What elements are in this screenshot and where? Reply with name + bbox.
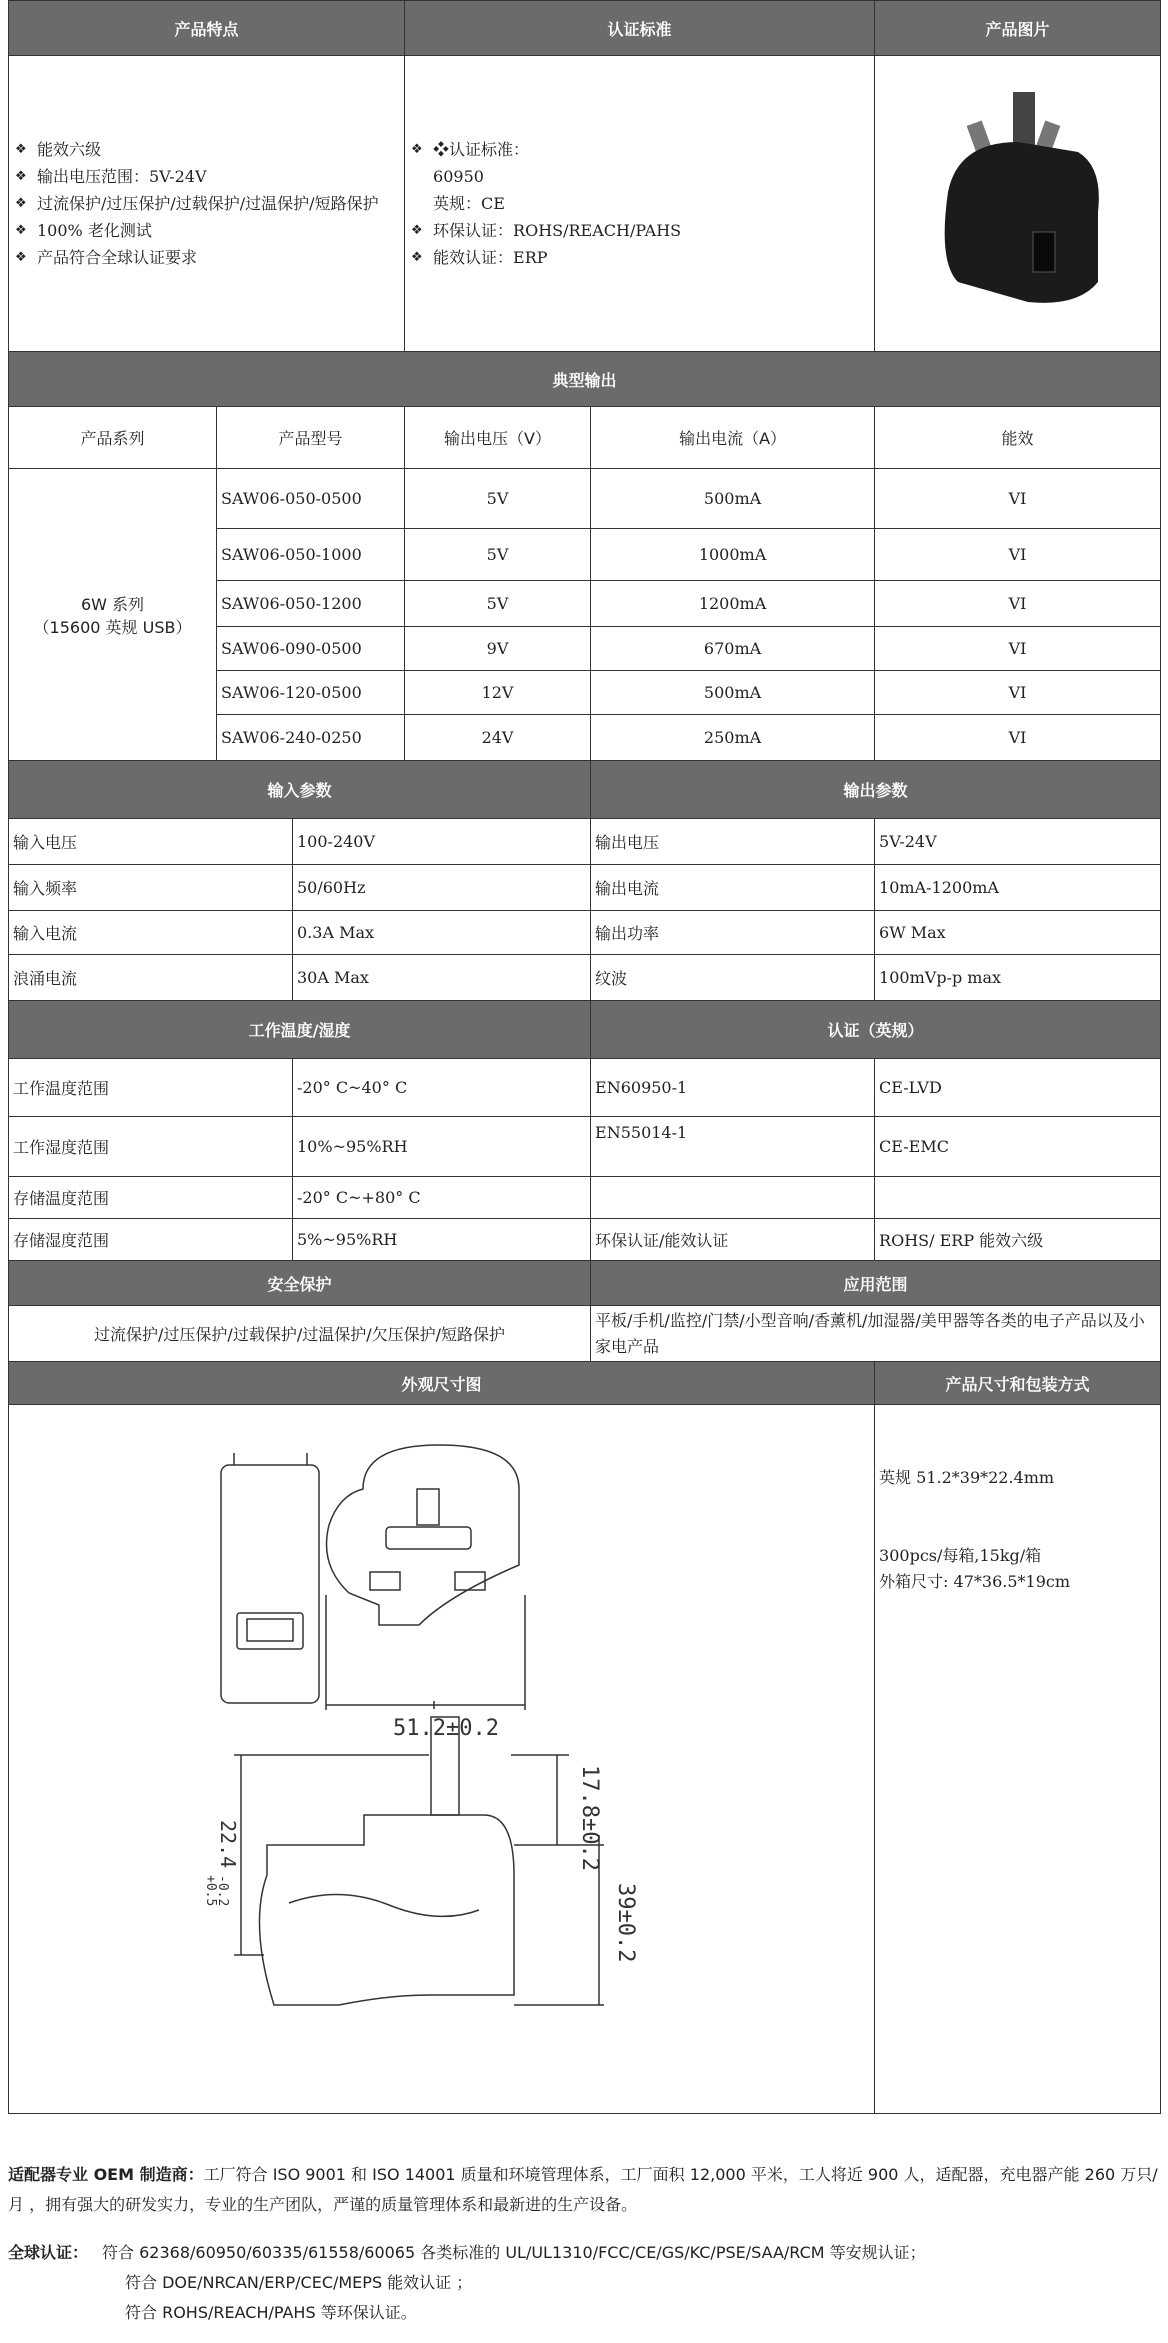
param-value: 10mA-1200mA: [875, 865, 1161, 911]
param-key: 浪涌电流: [9, 955, 293, 1001]
cert-std: 环保认证/能效认证: [591, 1219, 875, 1261]
features-list-cell: [9, 56, 405, 352]
front-view: [221, 1465, 319, 1703]
depth-tol-lower: -0.2: [215, 1875, 230, 1907]
model-cell: SAW06-050-0500: [217, 469, 405, 529]
param-value: 100mVp-p max: [875, 955, 1161, 1001]
cert-uk-title: 认证（英规）: [591, 1001, 1161, 1059]
efficiency-cell: VI: [875, 529, 1161, 581]
param-value: 100-240V: [293, 819, 591, 865]
output-params-title: 输出参数: [591, 761, 1161, 819]
cert-mark: [875, 1177, 1161, 1219]
env-key: 工作温度范围: [9, 1059, 293, 1117]
depth-tol-upper: +0.5: [203, 1875, 218, 1907]
col-efficiency: 能效: [875, 407, 1161, 469]
application-text: 平板/手机/监控/门禁/小型音响/香薰机/加湿器/美甲器等各类的电子产品以及小家电产品: [591, 1306, 1161, 1362]
typical-title: 典型输出: [9, 352, 1161, 407]
param-value: 50/60Hz: [293, 865, 591, 911]
oem-paragraph: [8, 2160, 1160, 2220]
pack-qty: 300pcs/每箱,15kg/箱: [879, 1546, 1042, 1565]
efficiency-cell: VI: [875, 581, 1161, 627]
col-voltage: 输出电压（V）: [405, 407, 591, 469]
current-cell: 500mA: [591, 469, 875, 529]
param-value: 5V-24V: [875, 819, 1161, 865]
efficiency-cell: VI: [875, 671, 1161, 715]
model-cell: SAW06-050-1000: [217, 529, 405, 581]
cert-item: ❖ 环保认证：ROHS/REACH/PAHS: [409, 217, 870, 244]
cert-text: 60950: [433, 167, 484, 186]
plug-label-slot: [386, 1527, 471, 1549]
feature-item: ❖ 输出电压范围：5V-24V: [13, 163, 400, 190]
cert-std: EN60950-1: [591, 1059, 875, 1117]
voltage-cell: 9V: [405, 627, 591, 671]
input-params-title: 输入参数: [9, 761, 591, 819]
adapter-pin: [1013, 92, 1035, 147]
feature-item: ❖ 产品符合全球认证要求: [13, 244, 400, 271]
spec-sheet: [8, 0, 1160, 2114]
depth-dim: 22.4: [216, 1820, 240, 1869]
dimension-drawing: [9, 1405, 871, 2109]
col-current: 输出电流（A）: [591, 407, 875, 469]
cert-item: ❖ ❖认证标准：: [409, 136, 870, 163]
cert-list-cell: [405, 56, 875, 352]
oem-text: 工厂符合 ISO 9001 和 ISO 14001 质量和环境管理体系，工厂面积 12,000 平米，工人将近 900 人，适配器，充电器产能 260 万只/月 ，拥有强大的研发实力，专业的生产团队，严谨的质量管理体系和最新进的生产设备。: [8, 2165, 1158, 2214]
model-cell: SAW06-240-0250: [217, 715, 405, 761]
param-value: 30A Max: [293, 955, 591, 1001]
cert-std: [591, 1177, 875, 1219]
env-value: 10%~95%RH: [293, 1117, 591, 1177]
plug-face: [327, 1445, 520, 1625]
cert-item: ❖ 能效认证：ERP: [409, 244, 870, 271]
env-value: -20° C~40° C: [293, 1059, 591, 1117]
temp-title: 工作温度/湿度: [9, 1001, 591, 1059]
cert-line: 符合 62368/60950/60335/61558/60065 各类标准的 UL/UL1310/FCC/CE/GS/KC/PSE/SAA/RCM 等安规认证；: [102, 2243, 926, 2262]
voltage-cell: 5V: [405, 469, 591, 529]
cert-std: EN55014-1: [591, 1117, 875, 1177]
efficiency-cell: VI: [875, 715, 1161, 761]
feature-item: ❖ 能效六级: [13, 136, 400, 163]
current-cell: 250mA: [591, 715, 875, 761]
param-key: 输出功率: [591, 911, 875, 955]
image-header: 产品图片: [875, 1, 1161, 56]
height-dim: 39±0.2: [613, 1883, 638, 1963]
application-title: 应用范围: [591, 1261, 1161, 1306]
param-key: 输出电压: [591, 819, 875, 865]
cert-line: 符合 ROHS/REACH/PAHS 等环保认证。: [125, 2303, 417, 2322]
env-value: 5%~95%RH: [293, 1219, 591, 1261]
env-key: 存储湿度范围: [9, 1219, 293, 1261]
pack-cell: [875, 1405, 1161, 2114]
series-sub: （15600 英规 USB）: [33, 617, 192, 637]
spec-table: [8, 0, 1161, 2114]
cert-line: 符合 DOE/NRCAN/ERP/CEC/MEPS 能效认证 ；: [125, 2273, 473, 2292]
feature-item: ❖ 过流保护/过压保护/过载保护/过温保护/短路保护: [13, 190, 400, 217]
pack-title: 产品尺寸和包装方式: [875, 1362, 1161, 1405]
cert-list: [409, 136, 870, 271]
side-contour: [289, 1894, 479, 1916]
col-model: 产品型号: [217, 407, 405, 469]
model-cell: SAW06-050-1200: [217, 581, 405, 627]
param-key: 输出电流: [591, 865, 875, 911]
efficiency-cell: VI: [875, 469, 1161, 529]
protection-text: 过流保护/过压保护/过载保护/过温保护/欠压保护/短路保护: [9, 1306, 591, 1362]
features-header: 产品特点: [9, 1, 405, 56]
oem-label: 适配器专业 OEM 制造商：: [8, 2165, 204, 2184]
width-dim: 51.2±0.2: [393, 1716, 499, 1741]
adapter-body: [944, 142, 1098, 303]
usb-port: [1033, 232, 1055, 272]
env-value: -20° C~+80° C: [293, 1177, 591, 1219]
current-cell: 500mA: [591, 671, 875, 715]
cert-label: 全球认证：: [8, 2243, 89, 2262]
cert-mark: CE-LVD: [875, 1059, 1161, 1117]
current-cell: 670mA: [591, 627, 875, 671]
param-key: 输入电压: [9, 819, 293, 865]
cert-item: [409, 190, 870, 217]
carton-size: 外箱尺寸: 47*36.5*19cm: [879, 1572, 1071, 1591]
cert-text: 英规：CE: [433, 194, 505, 213]
model-cell: SAW06-090-0500: [217, 627, 405, 671]
voltage-cell: 12V: [405, 671, 591, 715]
current-cell: 1200mA: [591, 581, 875, 627]
env-key: 存储温度范围: [9, 1177, 293, 1219]
col-series: 产品系列: [9, 407, 217, 469]
param-key: 输入频率: [9, 865, 293, 911]
voltage-cell: 5V: [405, 581, 591, 627]
live-pin: [370, 1572, 400, 1590]
series-cell: [9, 469, 217, 761]
param-key: 纹波: [591, 955, 875, 1001]
cert-mark: ROHS/ ERP 能效六级: [875, 1219, 1161, 1261]
cert-header: 认证标准: [405, 1, 875, 56]
side-body: [259, 1815, 514, 2005]
model-cell: SAW06-120-0500: [217, 671, 405, 715]
global-cert-block: [8, 2238, 1160, 2328]
feature-item: ❖ 100% 老化测试: [13, 217, 400, 244]
voltage-cell: 5V: [405, 529, 591, 581]
series-name: 6W 系列: [80, 594, 145, 614]
current-cell: 1000mA: [591, 529, 875, 581]
param-key: 输入电流: [9, 911, 293, 955]
dimension-title: 外观尺寸图: [9, 1362, 875, 1405]
cert-mark: CE-EMC: [875, 1117, 1161, 1177]
voltage-cell: 24V: [405, 715, 591, 761]
env-key: 工作湿度范围: [9, 1117, 293, 1177]
product-size: 英规 51.2*39*22.4mm: [879, 1468, 1055, 1487]
cert-item: [409, 163, 870, 190]
efficiency-cell: VI: [875, 627, 1161, 671]
features-list: [13, 136, 400, 271]
dimension-drawing-cell: [9, 1405, 875, 2114]
product-image-cell: [875, 56, 1161, 352]
neutral-pin: [455, 1572, 485, 1590]
front-usb-port: [247, 1619, 293, 1641]
earth-pin: [417, 1489, 439, 1525]
param-value: 6W Max: [875, 911, 1161, 955]
param-value: 0.3A Max: [293, 911, 591, 955]
protection-title: 安全保护: [9, 1261, 591, 1306]
pin-length-dim: 17.8±0.2: [577, 1765, 602, 1871]
adapter-photo: [918, 82, 1118, 322]
